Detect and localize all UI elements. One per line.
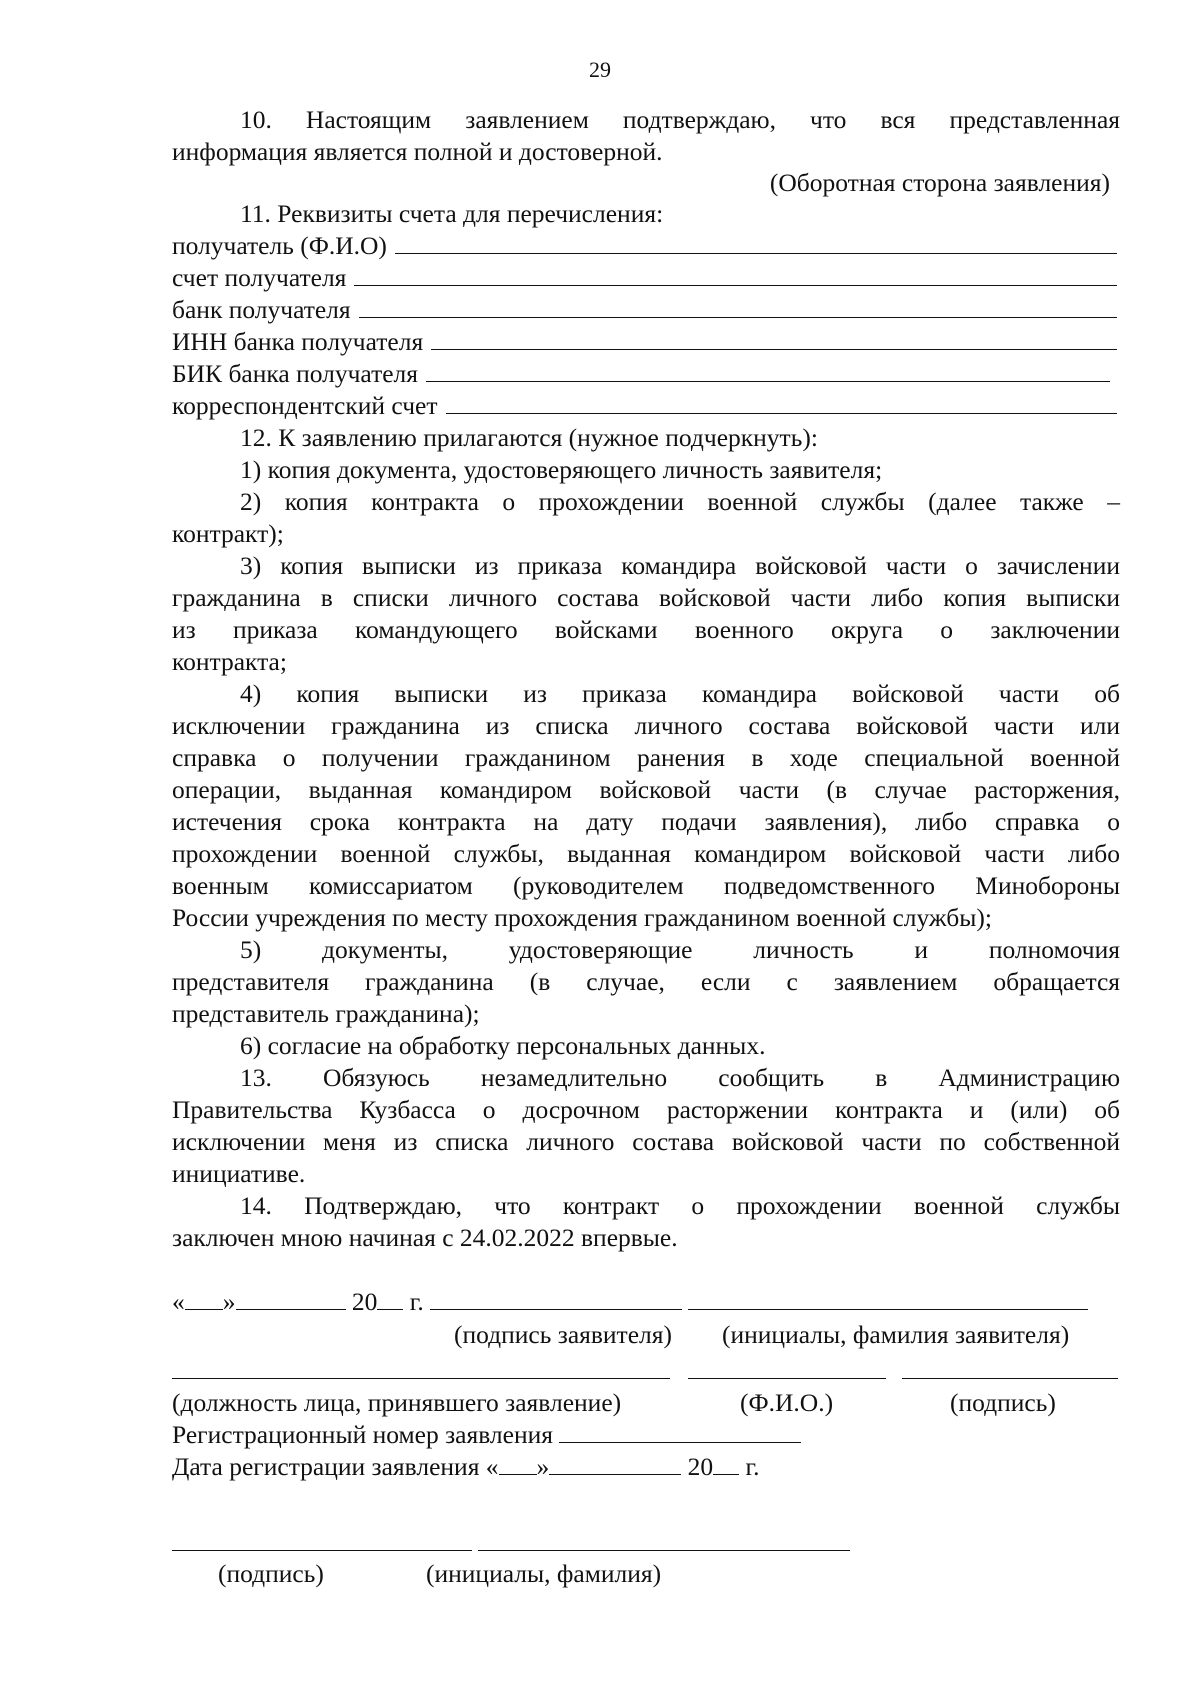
reg-quote-close: »	[536, 1452, 550, 1481]
caption-bottom-signature: (подпись)	[218, 1559, 324, 1588]
item12-p2-line2: контракт);	[172, 519, 284, 548]
staff-signature-blank	[902, 1378, 1118, 1379]
item12-p5-line3: представитель гражданина);	[172, 999, 480, 1028]
item12-p4-line8: России учреждения по месту прохождения гражданином военной службы);	[172, 903, 992, 932]
year-prefix: 20	[351, 1287, 378, 1316]
reg-number-row	[172, 1419, 892, 1451]
reg-date-row	[172, 1451, 892, 1483]
item10-line1: 10. Настоящим заявлением подтверждаю, что вся представленная	[240, 105, 1120, 134]
caption-applicant-name: (инициалы, фамилия заявителя)	[722, 1320, 1070, 1349]
item14-line2: заключен мною начиная с 24.02.2022 впервые.	[172, 1223, 678, 1252]
caption-position: (должность лица, принявшего заявление)	[172, 1388, 622, 1417]
year-blank	[377, 1287, 403, 1310]
page-number: 29	[589, 57, 611, 82]
item12-p6: 6) согласие на обработку персональных данных.	[240, 1031, 766, 1060]
applicant-name-blank	[688, 1287, 1088, 1310]
item13-line4: инициативе.	[172, 1159, 306, 1188]
item12-p4-line4: операции, выданная командиром войсковой части (в случае расторжения,	[172, 775, 1120, 804]
item12-p3-line4: контракта;	[172, 647, 287, 676]
year-suffix: г.	[409, 1287, 424, 1316]
field-bank-bik	[172, 358, 1110, 390]
bottom-name-blank	[478, 1550, 850, 1551]
reg-month-blank	[549, 1452, 681, 1475]
item12-p4-line7: военным комиссариатом (руководителем подведомственного Минобороны	[172, 871, 1120, 900]
applicant-signature-blank	[430, 1287, 682, 1310]
caption-staff-signature: (подпись)	[950, 1388, 1056, 1417]
blank-line	[426, 359, 1110, 382]
item12-p4-line6: прохождении военной службы, выданная командиром войсковой части либо	[172, 839, 1120, 868]
item11-heading: 11. Реквизиты счета для перечисления:	[240, 199, 664, 228]
blank-line	[431, 327, 1117, 350]
field-label: БИК банка получателя	[172, 359, 419, 388]
position-blank	[172, 1378, 670, 1379]
item13-line2: Правительства Кузбасса о досрочном расторжении контракта и (или) об	[172, 1095, 1120, 1124]
blank-line	[395, 231, 1117, 254]
reg-year-suffix: г.	[745, 1452, 760, 1481]
quote-close: »	[222, 1287, 236, 1316]
blank-line	[354, 263, 1117, 286]
quote-open: «	[172, 1287, 185, 1316]
blank-line	[446, 391, 1117, 414]
field-label: банк получателя	[172, 295, 351, 324]
bottom-signature-blank	[172, 1550, 472, 1551]
field-label: ИНН банка получателя	[172, 327, 424, 356]
reg-year-blank	[713, 1452, 739, 1475]
caption-bottom-name: (инициалы, фамилия)	[426, 1559, 662, 1588]
item12-p3-line3: из приказа командующего войсками военного округа о заключении	[172, 615, 1120, 644]
item12-p5-line1: 5) документы, удостоверяющие личность и полномочия	[240, 935, 1120, 964]
reg-day-blank	[499, 1452, 537, 1475]
item14-line1: 14. Подтверждаю, что контракт о прохождении военной службы	[240, 1191, 1120, 1220]
applicant-date-signature-row	[172, 1286, 1122, 1318]
field-label: корреспондентский счет	[172, 391, 438, 420]
caption-applicant-signature: (подпись заявителя)	[454, 1320, 672, 1349]
item12-p4-line2: исключении гражданина из списка личного состава войсковой части или	[172, 711, 1120, 740]
field-label: получатель (Ф.И.О)	[172, 231, 387, 260]
reg-year-prefix: 20	[687, 1452, 714, 1481]
field-label: счет получателя	[172, 263, 347, 292]
item12-p1: 1) копия документа, удостоверяющего личность заявителя;	[240, 455, 883, 484]
field-correspondent-account	[172, 390, 1117, 422]
item13-line1: 13. Обязуюсь незамедлительно сообщить в Администрацию	[240, 1063, 1120, 1092]
item12-p4-line1: 4) копия выписки из приказа командира войсковой части об	[240, 679, 1120, 708]
field-recipient-name	[172, 230, 1117, 262]
day-blank	[185, 1287, 223, 1310]
staff-fio-blank	[688, 1378, 886, 1379]
reg-number-blank	[559, 1420, 801, 1443]
field-recipient-bank	[172, 294, 1117, 326]
month-blank	[236, 1287, 346, 1310]
field-recipient-account	[172, 262, 1117, 294]
item10-line2: информация является полной и достоверной.	[172, 137, 663, 166]
reg-number-label: Регистрационный номер заявления	[172, 1420, 553, 1449]
caption-staff-fio: (Ф.И.О.)	[740, 1388, 834, 1417]
item12-p5-line2: представителя гражданина (в случае, если с заявлением обращается	[172, 967, 1120, 996]
item13-line3: исключении меня из списка личного состава войсковой части по собственной	[172, 1127, 1120, 1156]
item12-p4-line5: истечения срока контракта на дату подачи заявления), либо справка о	[172, 807, 1120, 836]
item12-heading: 12. К заявлению прилагаются (нужное подчеркнуть):	[240, 423, 818, 452]
blank-line	[359, 295, 1117, 318]
item12-p4-line3: справка о получении гражданином ранения в ходе специальной военной	[172, 743, 1120, 772]
reverse-side-note: (Оборотная сторона заявления)	[769, 168, 1110, 197]
item12-p2-line1: 2) копия контракта о прохождении военной службы (далее также –	[240, 487, 1120, 516]
reg-date-label: Дата регистрации заявления «	[172, 1452, 499, 1481]
item12-p3-line2: гражданина в списки личного состава войсковой части либо копия выписки	[172, 583, 1120, 612]
item12-p3-line1: 3) копия выписки из приказа командира войсковой части о зачислении	[240, 551, 1120, 580]
field-bank-inn	[172, 326, 1117, 358]
